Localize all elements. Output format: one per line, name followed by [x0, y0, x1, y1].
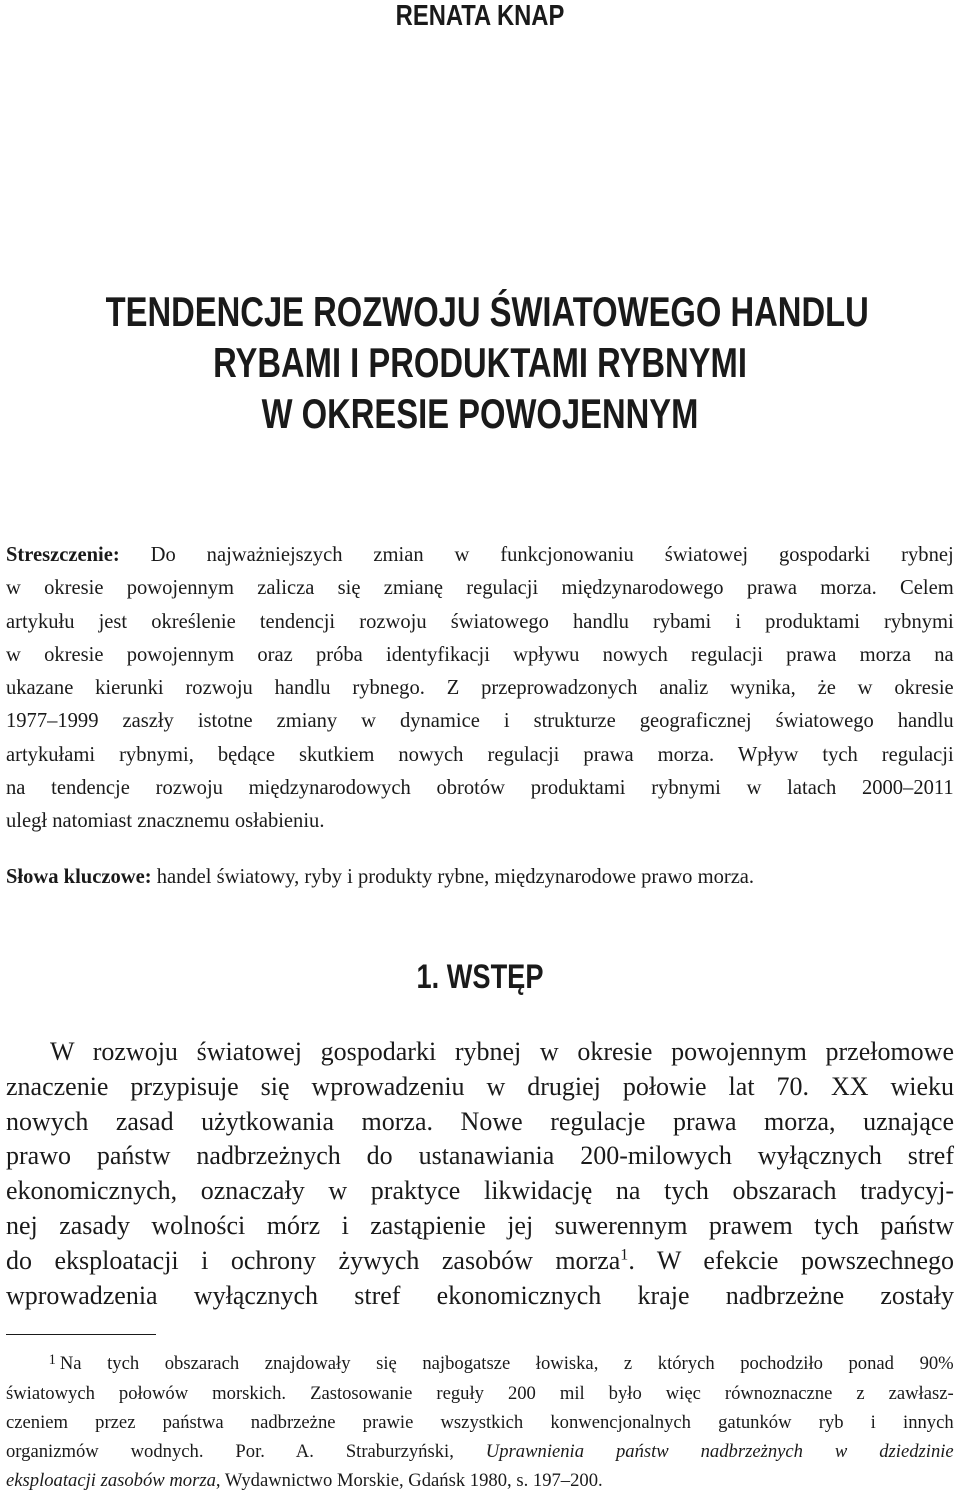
body-line: prawo państw nadbrzeżnych do ustanawiania 200-milowych wyłącznych stref [6, 1141, 954, 1171]
abstract-line: 1977–1999 zaszły istotne zmiany w dynamice i strukturze geograficznej światowego handlu [6, 708, 954, 733]
footnote-line [6, 1466, 954, 1495]
abstract-text: Do najważniejszych zmian w funkcjonowaniu światowej gospodarki rybnej [119, 542, 954, 566]
abstract-label: Streszczenie: [6, 542, 120, 566]
abstract-line: ukazane kierunki rozwoju handlu rybnego. Z przeprowadzonych analiz wynika, że w okresie [6, 675, 954, 700]
footnote [6, 1346, 954, 1496]
abstract [6, 538, 954, 838]
body-text-segment: do eksploatacji i ochrony żywych zasobów morza [6, 1245, 621, 1275]
abstract-line: artykułu jest określenie tendencji rozwoju światowego handlu rybami i produktami rybnymi [6, 608, 954, 633]
title-line: TENDENCJE ROZWOJU ŚWIATOWEGO HANDLU [105, 288, 869, 335]
body-line: W rozwoju światowej gospodarki rybnej w okresie powojennym przełomowe [50, 1037, 954, 1066]
title-line: RYBAMI I PRODUKTAMI RYBNYMI [213, 339, 747, 386]
abstract-line: na tendencje rozwoju międzynarodowych obrotów produktami rybnymi w latach 2000–2011 [6, 775, 954, 800]
body-line: nowych zasad użytkowania morza. Nowe regulacje prawa morza, uznające [6, 1106, 954, 1136]
book-title: eksploatacji zasobów morza [6, 1470, 216, 1492]
title-line: W OKRESIE POWOJENNYM [261, 390, 699, 437]
section-heading: 1. WSTĘP [416, 958, 544, 996]
keywords [6, 860, 754, 893]
footnote-text: organizmów wodnych. Por. A. Straburzyński, [6, 1441, 486, 1463]
footnote-line: światowych połowów morskich. Zastosowanie reguły 200 mil było więc równoznaczne z zawłasz- [6, 1382, 954, 1404]
footnote-reference[interactable]: 1 [620, 1246, 629, 1264]
abstract-line: artykułami rybnymi, będące skutkiem nowych regulacji prawa morza. Wpływ tych regulacji [6, 741, 954, 766]
footnote-line: czeniem przez państwa nadbrzeżne prawie wszystkich konwencjonalnych gatunków ryb i innych [6, 1411, 954, 1433]
footnote-text: , Wydawnictwo Morskie, Gdańsk 1980, s. 197–200. [215, 1470, 603, 1492]
footnote-separator [6, 1334, 156, 1335]
body-line: wprowadzenia wyłącznych stref ekonomicznych kraje nadbrzeżne zostały [6, 1280, 954, 1310]
body-line: znaczenie przypisuje się wprowadzeniu w drugiej połowie lat 70. XX wieku [6, 1071, 954, 1101]
keywords-text: handel światowy, ryby i produkty rybne, międzynarodowe prawo morza. [151, 864, 755, 888]
body-text-segment: . W efekcie powszechnego [628, 1245, 955, 1275]
footnote-marker: 1 [48, 1352, 56, 1368]
book-title: Uprawnienia państw nadbrzeżnych w dziedzinie [485, 1441, 954, 1463]
abstract-line: w okresie powojennym zalicza się zmianę regulacji międzynarodowego prawa morza. Celem [6, 575, 954, 600]
abstract-line [6, 538, 954, 571]
keywords-label: Słowa kluczowe: [6, 864, 152, 888]
body-line [6, 1244, 954, 1279]
body-paragraph [6, 1035, 954, 1313]
body-line: ekonomicznych, oznaczały w praktyce likwidację na tych obszarach tradycyj- [6, 1176, 954, 1206]
abstract-line: uległ natomiast znacznemu osłabieniu. [6, 808, 325, 833]
footnote-line [6, 1437, 954, 1466]
footnote-line [6, 1346, 954, 1379]
abstract-line: w okresie powojennym oraz próba identyfikacji wpływu nowych regulacji prawa morza na [6, 641, 954, 666]
footnote-text: Na tych obszarach znajdowały się najbogatsze łowiska, z których pochodziło ponad 90% [59, 1353, 954, 1375]
author-name: RENATA KNAP [395, 0, 565, 32]
article-title [105, 286, 869, 439]
body-line: nej zasady wolności mórz i zastąpienie jej suwerennym prawem tych państw [6, 1210, 954, 1240]
